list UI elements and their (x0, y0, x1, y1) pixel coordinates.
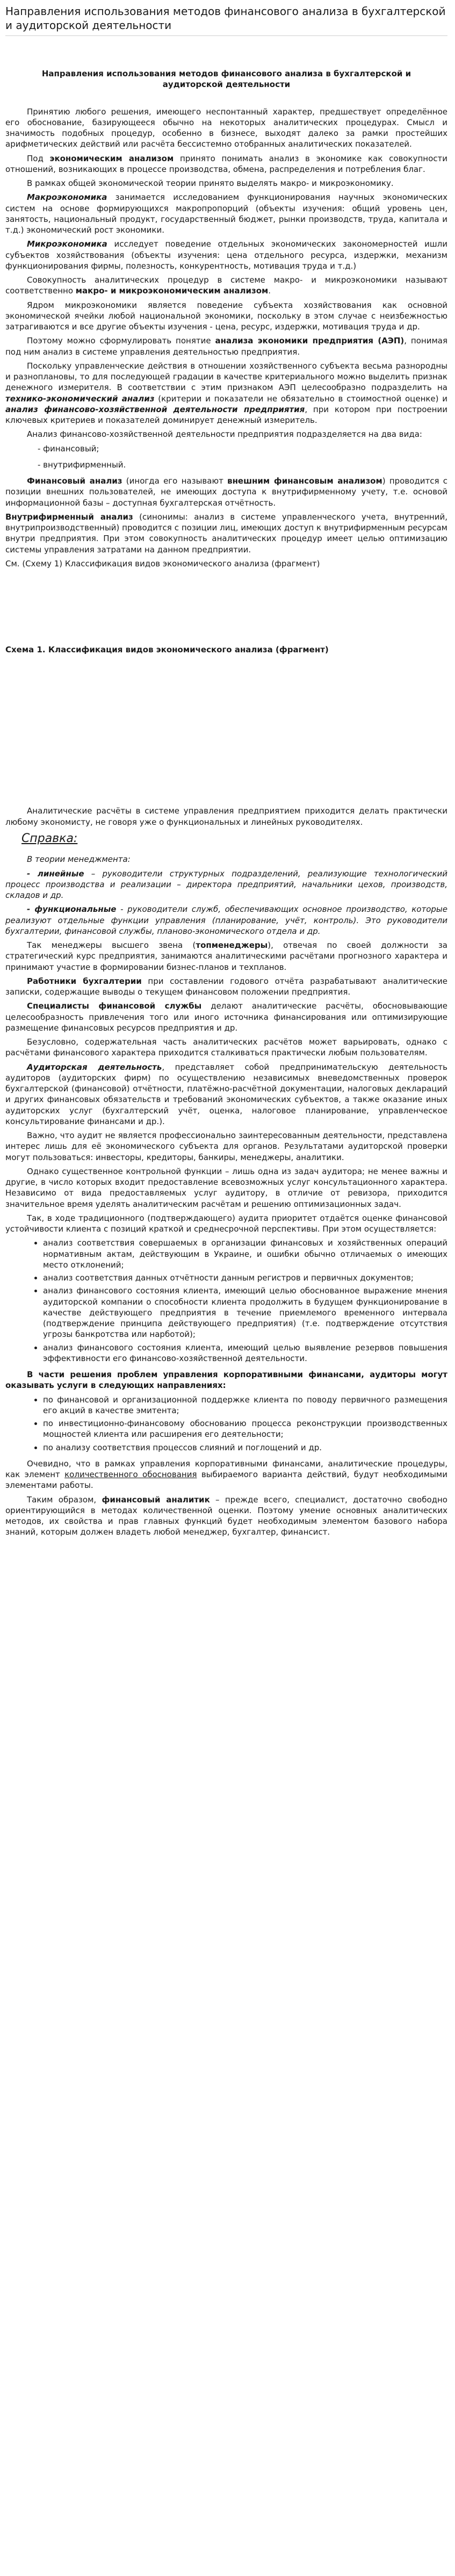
text-run: Поэтому можно сформулировать понятие (27, 336, 215, 346)
text-run: ) проводится с позиции внешних пользователей, не имеющих доступа к внутрифирменному учету, т.е. основой информационной базы – доступная бухгалтерская отчётность. (5, 476, 447, 508)
term-accounting-staff: Работники бухгалтерии (27, 976, 142, 986)
paragraph-accounting (5, 976, 447, 998)
text-run: исследует поведение отдельных экономических закономерностей ишли субъектов хозяйствования (объекты изучения: цена отдельного ресурса, издержки, механизм функционирования фирмы, полезность, конкурентность, мотивация труда и т.д.) (5, 239, 447, 271)
paragraph-two-types: Анализ финансово-хозяйственной деятельности предприятия подразделяется на два вида: (27, 429, 422, 440)
text-run: (иногда его называют (122, 476, 228, 486)
text-run: Совокупность аналитических процедур в системе макро- и микроэкономики называют соответственно (5, 275, 447, 296)
term-financial-economic: анализ финансово-хозяйственной деятельности предприятия (5, 404, 305, 414)
text-run: Так менеджеры высшего звена ( (27, 940, 196, 951)
text-run: Таким образом, (27, 1494, 102, 1505)
paragraph-aep (5, 335, 447, 357)
paragraph-traditional-audit: Так, в ходе традиционного (подтверждающего) аудита приоритет отдаётся оценке финансовой устойчивости клиента с позиций краткой и среднесрочной перспективы. При этом осуществляется: (5, 1213, 447, 1234)
paragraph-finance-service (5, 1001, 447, 1033)
paragraph-intro: Принятию любого решения, имеющего неспонтанный характер, предшествует определённое его обоснование, базирующееся обычно на некоторых аналитических процедурах. Смысл и значимость подобных процедур, особенно в бизнесе, выходят далеко за рамки простейших арифметических действий или расчёта бессистемно отобранных аналитических показателей. (5, 106, 447, 149)
list-item: • по анализу соответствия процессов слияний и поглощений и др. (43, 1442, 447, 1453)
term-external-analysis: внешним финансовым анализом (227, 476, 382, 486)
section-heading: Направления использования методов финансового анализа в бухгалтерской и аудиторской деятельности (41, 69, 411, 90)
list-item-internal: - внутрифирменный. (38, 459, 126, 470)
text-run: выбираемого варианта действий, будут необходимыми элементами работы. (5, 1470, 447, 1491)
list-item: • анализ финансового состояния клиента, имеющий целью выявление резервов повышения эффективности его финансово-хозяйственной деятельности. (43, 1342, 447, 1364)
paragraph-analysis-types (5, 275, 447, 297)
paragraph-schema-ref: См. (Схему 1) Классификация видов экономического анализа (фрагмент) (5, 558, 320, 569)
reference-intro: В теории менеджмента: (27, 854, 131, 865)
paragraph-microeconomics (5, 239, 447, 271)
term-macro-micro-analysis: макро- и микроэкономическим анализом (75, 286, 269, 296)
term-topmanagers: топменеджеры (196, 940, 268, 951)
paragraph-conclusion (5, 1494, 447, 1538)
paragraph-corporate-finance: В части решения проблем управления корпоративными финансами, аудиторы могут оказывать услуги в следующих направлениях: (5, 1370, 447, 1391)
text-run: Очевидно, что в рамках управления корпоративными финансами, аналитические процедуры, как элемент (5, 1458, 447, 1480)
term-macroeconomics: Макроэкономика (27, 192, 107, 203)
text-run: - руководители служб, обеспечивающих основное производство, которые реализуют отдельные функции управления (планирование, учёт, контроль). Это руководители бухгалтерии, финансовой службы, планово-экономического отдела и др. (5, 904, 447, 936)
term-quantitative-justification: количественного обоснования (64, 1470, 197, 1480)
text-run: (синонимы: анализ в системе управленческого учета, внутренний, внутрипроизводственный) проводится с позиции лиц, имеющих доступ к внутрифирменным ресурсам внутри предприятия. При этом совокупность аналитических процедур имеет целью оптимизацию системы управления затратами на данном предприятии. (5, 512, 447, 555)
text-run: Поскольку управленческие действия в отношении хозяйственного субъекта весьма разнородны и разноплановы, то для последующей градации в качестве критериального можно выделить признак денежного измерителя. В соответствии с этим признаком АЭП целесообразно подразделить на (5, 361, 447, 393)
text-run: делают аналитические расчёты, обосновывающие целесообразность привлечения того или иного источника финансирования или оптимизирующие размещение финансовых ресурсов предприятия и др. (5, 1001, 447, 1033)
text-run: Под (27, 153, 50, 163)
text-run: , при котором при построении ключевых критериев и показателей доминирует денежный измеритель. (5, 404, 447, 425)
reference-functional (5, 904, 447, 937)
paragraph-audit (5, 1062, 447, 1127)
paragraph-audit-users: Важно, что аудит не является профессионально заинтересованным деятельности, представлена интерес лишь для её экономического субъекта для органов. Результатами аудиторской проверки могут пользоваться: инвесторы, кредиторы, банкиры, менеджеры, аналитики. (5, 1131, 447, 1162)
term-financial-analyst: финансовый аналитик (102, 1494, 210, 1505)
text-run: , понимая под ним анализ в системе управления деятельностью предприятия. (5, 336, 448, 357)
text-run: . (268, 286, 271, 296)
paragraph-macroeconomics (5, 192, 447, 235)
term-financial-analysis: Финансовый анализ (27, 476, 122, 486)
text-run: принято понимать анализ в экономике как совокупности отношений, возникающих в процессе производства, обмена, распределения и потребления благ. (5, 153, 447, 174)
list-item: • по инвестиционно-финансовому обоснованию процесса реконструкции производственных мощностей клиента или расширения его деятельности; (43, 1418, 447, 1440)
term-microeconomics: Микроэкономика (27, 239, 107, 249)
audit-services-list (5, 1394, 447, 1453)
paragraph-economic-analysis (5, 153, 447, 175)
paragraph-quantitative (5, 1458, 447, 1491)
text-run: – руководители структурных подразделений, реализующие технологический процесс производства и реализации – директора предприятий, начальники цехов, производств, складов и др. (5, 868, 448, 901)
text-run: (критерии и показатели не обязательно в стоимостной оценке) и (154, 393, 447, 404)
term-internal-analysis: Внутрифирменный анализ (5, 512, 133, 522)
paragraph-gradation (5, 361, 447, 426)
term-functional: - функциональные (27, 904, 117, 915)
analysis-types-list (5, 443, 447, 471)
text-run: – прежде всего, специалист, достаточно свободно ориентирующийся в методах количественной оценки. Поэтому умение основных аналитических методов, их свойства и прав главных функций будет необходимым элементом базового набора знаний, которым должен владеть любой менеджер, бухгалтер, финансист. (5, 1494, 447, 1537)
list-item: • по финансовой и организационной поддержке клиента по поводу первичного размещения его акций в качестве эмитента; (43, 1394, 447, 1416)
title-divider (5, 35, 447, 36)
audit-tasks-list (5, 1237, 447, 1364)
term-linear: - линейные (27, 868, 84, 879)
paragraph-calculations: Аналитические расчёты в системе управления предприятием приходится делать практически любому экономисту, не говоря уже о функциональных и линейных руководителях. (5, 806, 447, 827)
text-run: при составлении годового отчёта разрабатывают аналитические записки, содержащие выводы о текущем финансовом положении предприятия. (5, 976, 448, 997)
paragraph-financial-analysis (5, 476, 447, 508)
text-run: , представляет собой предпринимательскую деятельность аудиторов (аудиторских фирм) по осуществлению независимых вневедомственных проверок бухгалтерской (финансовой) отчётности, платёжно-расчётной документации, налоговых деклараций и других финансовых обязательств и требований экономических субъектов, а также оказание иных аудиторских услуг (бухгалтерский учёт, оценка, налоговое планирование, управленческое консультирование финансами и др.). (5, 1062, 447, 1126)
text-run: ), отвечая по своей должности за стратегический курс предприятия, занимаются аналитическими расчётами прогнозного характера и принимают участие в формировании бизнес-планов и техпланов. (5, 940, 447, 972)
term-finance-specialists: Специалисты финансовой службы (27, 1001, 202, 1011)
list-item: • анализ соответствия данных отчётности данным регистров и первичных документов; (43, 1272, 447, 1283)
paragraph-internal-analysis (5, 512, 447, 555)
reference-heading: Справка: (21, 831, 78, 845)
paragraph-topmanagers (5, 940, 447, 973)
text-run: занимается исследованием функционирования научных экономических систем на основе формирующихся макропропорций (объекты изучения: общий уровень цен, занятость, национальный продукт, государственный бюджет, рынки производств, труда, капитала и т.д.) экономический рост экономики. (5, 192, 447, 235)
term-audit-activity: Аудиторская деятельность (27, 1062, 162, 1072)
list-item-financial: - финансовый; (38, 443, 99, 454)
term-technical-economic: технико-экономический анализ (5, 393, 155, 404)
reference-linear (5, 868, 447, 901)
list-item: • анализ соответствия совершаемых в организации финансовых и хозяйственных операций нормативным актам, действующим в Украине, и ошибки обычно отличаемых о имеющих место отклонений; (43, 1237, 447, 1270)
paragraph-audit-functions: Однако существенное контрольной функции – лишь одна из задач аудитора; не менее важны и другие, в число которых входит предоставление всевозможных услуг консультационного характера. Независимо от вида предоставляемых услуг аудитору, в отличие от ревизора, приходится значительное время уделять аналитическим расчётам и решению оптимизационных задач. (5, 1166, 447, 1209)
list-item: • анализ финансового состояния клиента, имеющий целью обоснованное выражение мнения аудиторской компании о способности клиента продолжить в будущем функционирование в качестве действующего предприятия в течение приемлемого временного интервала (подтверждение принципа действующего предприятия) (т.е. подтверждение отсутствия угрозы банкротства или нарботой); (43, 1285, 447, 1340)
term-aep: анализа экономики предприятия (АЭП) (215, 336, 405, 346)
paragraph-core: Ядром микроэкономики является поведение субъекта хозяйствования как основной экономической ячейки любой национальной экономики, поскольку в этом случае с неизбежностью затрагиваются и все другие объекты изучения - цена, ресурс, издержки, мотивация труда и др. (5, 300, 447, 332)
paragraph-macro-micro: В рамках общей экономической теории принято выделять макро- и микроэкономику. (27, 178, 394, 188)
paragraph-content-varies: Безусловно, содержательная часть аналитических расчётов может варьировать, однако с расчётами финансового характера приходится сталкиваться практически любым пользователям. (5, 1037, 447, 1058)
page-title: Направления использования методов финансового анализа в бухгалтерской и аудиторской деятельности (5, 5, 446, 32)
schema-title: Схема 1. Классификация видов экономического анализа (фрагмент) (5, 645, 329, 654)
term-economic-analysis: экономическим анализом (49, 153, 174, 163)
